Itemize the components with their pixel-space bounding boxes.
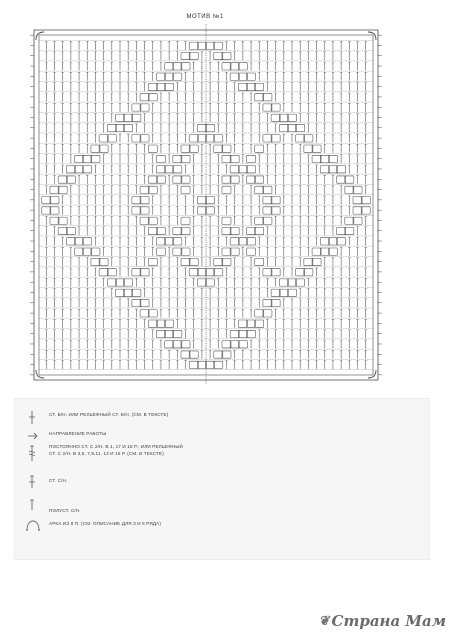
legend-item-direction bbox=[15, 425, 429, 441]
legend-label: ПОСТОЯННО СТ. С 2/Н. В 1, 17 И 18 Р.; ИЛИ РЕЛЬЕФНЫЙ bbox=[49, 444, 183, 449]
stitch-grid bbox=[30, 24, 382, 384]
legend-item-arch bbox=[15, 515, 429, 533]
legend bbox=[14, 398, 430, 560]
chart-title: МОТИВ №1 bbox=[186, 14, 224, 20]
legend-item-post-stitch bbox=[15, 407, 429, 423]
legend-item-half-stitch bbox=[15, 495, 429, 511]
legend-label: СТ. Б/Н. ИЛИ РЕЛЬЕФНЫЙ СТ. Б/Н. (СМ. В ТЕКСТЕ) bbox=[49, 412, 169, 417]
legend-label: ПОЛУСТ. С/Н. bbox=[49, 508, 81, 513]
legend-label: СТ. С/Н. bbox=[49, 478, 68, 483]
stork-logo-icon: ❦ bbox=[318, 613, 330, 629]
single-crochet-icon bbox=[25, 473, 39, 491]
site-watermark bbox=[319, 612, 446, 630]
legend-item-single-crochet bbox=[15, 473, 429, 489]
corner-arch bbox=[36, 370, 44, 378]
legend-label: НАПРАВЛЕНИЕ РАБОТЫ bbox=[49, 431, 107, 436]
half-stitch-icon bbox=[25, 495, 39, 513]
watermark-text: Страна Мам bbox=[331, 612, 446, 630]
corner-arch bbox=[36, 32, 44, 40]
corner-arch bbox=[368, 32, 376, 40]
legend-label: АРКА ИЗ 8 П. (СМ. ОПИСАНИЕ ДЛЯ 3 И 5 РЯДА) bbox=[49, 521, 162, 526]
arch-icon bbox=[25, 515, 41, 533]
legend-label-line2: СТ. С 2/Н. В 3,5, 7,9,11, 13 И 15 Р. (СМ. В ТЕКСТЕ) bbox=[49, 451, 164, 456]
legend-item-double-crochet bbox=[15, 443, 429, 463]
double-crochet-icon bbox=[25, 445, 39, 463]
corner-arch bbox=[368, 370, 376, 378]
